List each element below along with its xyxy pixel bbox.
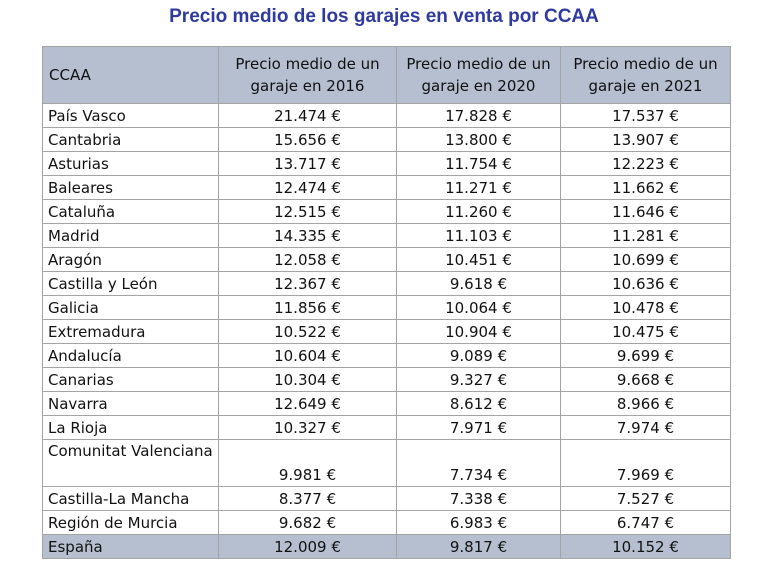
table-row <box>43 487 731 511</box>
price-2020-cell: 7.338 € <box>397 487 561 511</box>
price-2020-cell: 6.983 € <box>397 511 561 535</box>
table-row <box>43 368 731 392</box>
price-2016-cell: 15.656 € <box>219 128 397 152</box>
price-2021-cell: 10.475 € <box>561 320 731 344</box>
price-2016-cell: 12.649 € <box>219 392 397 416</box>
table-row <box>43 224 731 248</box>
price-2016-cell: 21.474 € <box>219 104 397 128</box>
region-name-cell: La Rioja <box>43 416 219 440</box>
region-name-cell: Cataluña <box>43 200 219 224</box>
price-2016-cell: 10.604 € <box>219 344 397 368</box>
header-price-2020: Precio medio de un garaje en 2020 <box>397 47 561 104</box>
region-name-cell: Madrid <box>43 224 219 248</box>
price-2016-cell: 12.515 € <box>219 200 397 224</box>
page-title: Precio medio de los garajes en venta por CCAA <box>169 6 599 27</box>
table-row <box>43 272 731 296</box>
table-row <box>43 440 731 487</box>
table-row <box>43 416 731 440</box>
header-price-2021: Precio medio de un garaje en 2021 <box>561 47 731 104</box>
price-2021-cell: 13.907 € <box>561 128 731 152</box>
region-name-cell: Aragón <box>43 248 219 272</box>
price-2020-cell: 9.089 € <box>397 344 561 368</box>
region-name-cell: Canarias <box>43 368 219 392</box>
price-2016-cell: 12.058 € <box>219 248 397 272</box>
region-name-cell: Extremadura <box>43 320 219 344</box>
region-name-cell: Andalucía <box>43 344 219 368</box>
table-row <box>43 511 731 535</box>
price-2016-cell: 10.327 € <box>219 416 397 440</box>
price-2020-cell: 7.971 € <box>397 416 561 440</box>
price-2021-cell: 10.699 € <box>561 248 731 272</box>
price-2021-cell: 7.974 € <box>561 416 731 440</box>
price-2020-cell: 10.064 € <box>397 296 561 320</box>
region-name-cell: Asturias <box>43 152 219 176</box>
price-2016-cell: 12.474 € <box>219 176 397 200</box>
price-2020-cell: 17.828 € <box>397 104 561 128</box>
price-2021-cell: 17.537 € <box>561 104 731 128</box>
region-name-cell: Galicia <box>43 296 219 320</box>
price-2020-cell: 10.451 € <box>397 248 561 272</box>
table-row <box>43 152 731 176</box>
price-2016-cell: 10.522 € <box>219 320 397 344</box>
price-2016-cell: 8.377 € <box>219 487 397 511</box>
table-row <box>43 296 731 320</box>
price-2020-cell: 7.734 € <box>397 440 561 487</box>
price-2021-cell: 7.527 € <box>561 487 731 511</box>
price-2016-cell: 10.304 € <box>219 368 397 392</box>
table-row <box>43 248 731 272</box>
price-2016-cell: 14.335 € <box>219 224 397 248</box>
price-2016-cell: 11.856 € <box>219 296 397 320</box>
price-2020-cell: 13.800 € <box>397 128 561 152</box>
price-2016-cell: 13.717 € <box>219 152 397 176</box>
price-2016-cell: 9.682 € <box>219 511 397 535</box>
price-2021-cell: 6.747 € <box>561 511 731 535</box>
price-2016-cell: 9.981 € <box>219 440 397 487</box>
region-name-cell: Castilla y León <box>43 272 219 296</box>
table-row <box>43 344 731 368</box>
table-header-row <box>43 47 731 104</box>
region-name-cell: Cantabria <box>43 128 219 152</box>
header-ccaa: CCAA <box>43 47 219 104</box>
price-2021-cell: 9.668 € <box>561 368 731 392</box>
price-2020-cell: 11.260 € <box>397 200 561 224</box>
table-row <box>43 200 731 224</box>
region-name-cell: España <box>43 535 219 559</box>
region-name-cell: Navarra <box>43 392 219 416</box>
price-2021-cell: 7.969 € <box>561 440 731 487</box>
table-row <box>43 320 731 344</box>
price-2020-cell: 11.103 € <box>397 224 561 248</box>
table-total-row <box>43 535 731 559</box>
price-2021-cell: 9.699 € <box>561 344 731 368</box>
region-name-cell: Comunitat Valenciana <box>43 440 219 487</box>
region-name-cell: Baleares <box>43 176 219 200</box>
table-row <box>43 392 731 416</box>
price-2016-cell: 12.009 € <box>219 535 397 559</box>
price-2021-cell: 10.478 € <box>561 296 731 320</box>
price-2021-cell: 11.281 € <box>561 224 731 248</box>
price-2020-cell: 11.754 € <box>397 152 561 176</box>
price-2021-cell: 11.646 € <box>561 200 731 224</box>
region-name-cell: Región de Murcia <box>43 511 219 535</box>
price-2021-cell: 8.966 € <box>561 392 731 416</box>
table-row <box>43 104 731 128</box>
region-name-cell: Castilla-La Mancha <box>43 487 219 511</box>
price-2020-cell: 9.327 € <box>397 368 561 392</box>
price-2021-cell: 10.636 € <box>561 272 731 296</box>
price-2020-cell: 8.612 € <box>397 392 561 416</box>
garage-price-table <box>42 46 731 559</box>
price-2020-cell: 9.817 € <box>397 535 561 559</box>
price-2021-cell: 11.662 € <box>561 176 731 200</box>
table-row <box>43 128 731 152</box>
price-2021-cell: 12.223 € <box>561 152 731 176</box>
header-price-2016: Precio medio de un garaje en 2016 <box>219 47 397 104</box>
price-2020-cell: 9.618 € <box>397 272 561 296</box>
table-row <box>43 176 731 200</box>
price-2020-cell: 11.271 € <box>397 176 561 200</box>
region-name-cell: País Vasco <box>43 104 219 128</box>
price-2021-cell: 10.152 € <box>561 535 731 559</box>
price-2016-cell: 12.367 € <box>219 272 397 296</box>
price-2020-cell: 10.904 € <box>397 320 561 344</box>
